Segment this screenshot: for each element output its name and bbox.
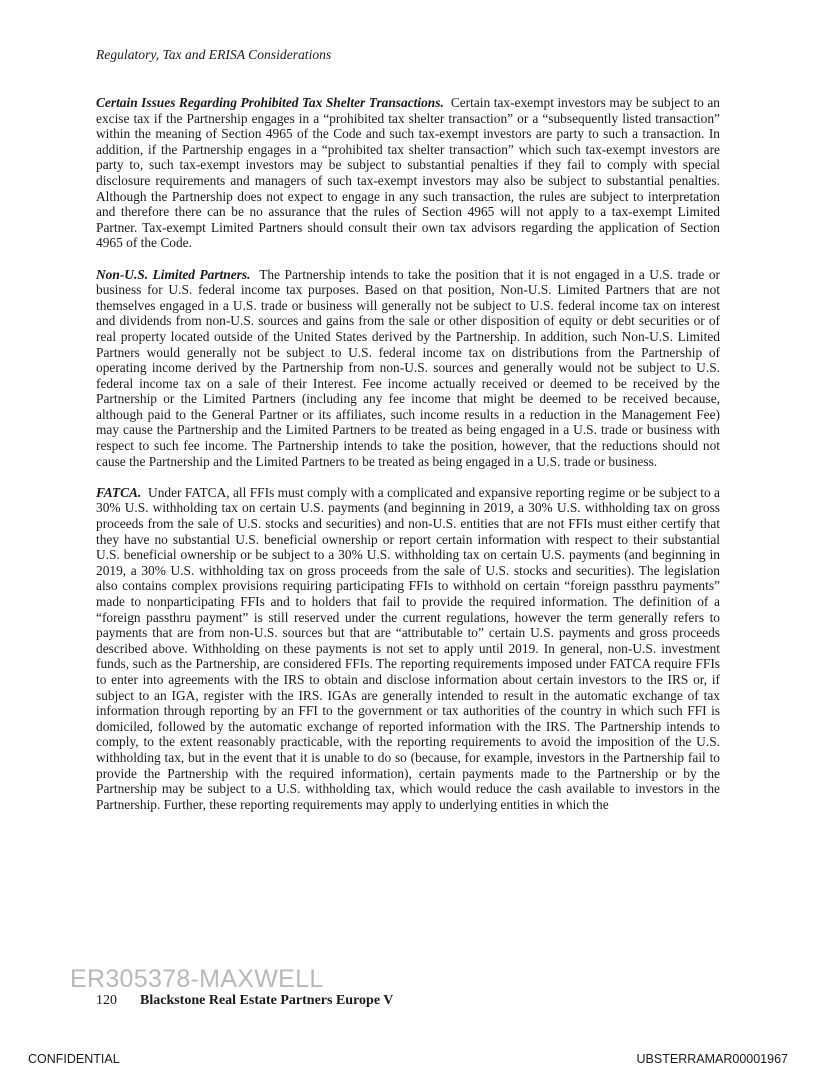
paragraph-text: Certain tax-exempt investors may be subject to an excise tax if the Partnership engages in a “prohibited tax shelter transaction” or a “subsequently listed transaction” within the meaning of Section 4965 of the Code and such tax-exempt investors are party to such a transaction. In addition, if the Partnership engages in a “prohibited tax shelter transaction” which such tax-exempt investors are party to, such tax-exempt investors may be subject to substantial penalties if they fail to comply with special disclosure requirements and managers of such tax-exempt investors may also be subject to substantial penalties. Although the Partnership does not expect to engage in any such transaction, the rules are subject to interpretation and therefore there can be no assurance that the rules of Section 4965 will not apply to a tax-exempt Limited Partner. Tax-exempt Limited Partners should consult their own tax advisors regarding the application of Section 4965 of the Code.	[96, 95, 721, 251]
bates-number: UBSTERRAMAR00001967	[636, 1052, 788, 1066]
document-title: Blackstone Real Estate Partners Europe V	[140, 993, 394, 1008]
paragraph-text: Under FATCA, all FFIs must comply with a complicated and expansive reporting regime or be subject to a 30% U.S. withholding tax on certain U.S. payments (and beginning in 2019, a 30% U.S. withholding tax on gross proceeds from the sale of U.S. stocks and securities) and non-U.S. entities that are not FFIs must either certify that they have no substantial U.S. beneficial ownership or report certain information with respect to their substantial U.S. beneficial ownership or be subject to a 30% U.S. withholding tax on certain U.S. payments (and beginning in 2019, a 30% U.S. withholding tax on gross proceeds from the sale of U.S. stocks and securities). The legislation also contains complex provisions requiring participating FFIs to withhold on certain “foreign passthru payments” made to nonparticipating FFIs and to holders that fail to provide the required information. The definition of a “foreign passthru payment” is still reserved under the current regulations, however the term generally refers to payments that are from non-U.S. sources but that are “attributable to” certain U.S. payments and gross proceeds described above. Withholding on these payments is not set to apply until 2019. In general, non-U.S. investment funds, such as the Partnership, are considered FFIs. The reporting requirements imposed under FATCA require FFIs to enter into agreements with the IRS to obtain and disclose information about certain investors to the IRS or, if subject to an IGA, register with the IRS. IGAs are generally intended to result in the automatic exchange of tax information through reporting by an FFI to the government or tax authorities of the country in which such FFI is domiciled, followed by the automatic exchange of reported information with the IRS. The Partnership intends to comply, to the extent reasonably practicable, with the reporting requirements to avoid the imposition of the U.S. withholding tax, but in the event that it is unable to do so (because, for example, investors in the Partnership fail to provide the Partnership with the required information), certain payments made to the Partnership or by the Partnership may be subject to a U.S. withholding tax, which would reduce the cash available to investors in the Partnership. Further, these reporting requirements may apply to underlying entities in which the	[96, 484, 720, 812]
watermark: ER305378-MAXWELL	[70, 965, 324, 993]
confidential-stamp: CONFIDENTIAL	[28, 1052, 120, 1066]
paragraph-heading: Non-U.S. Limited Partners.	[96, 266, 251, 282]
paragraph-prohibited-tax-shelter	[96, 95, 720, 251]
running-header: Regulatory, Tax and ERISA Considerations	[96, 47, 332, 62]
paragraph-fatca	[96, 485, 720, 812]
paragraph-heading: FATCA.	[96, 484, 142, 500]
page-footer	[96, 992, 393, 1010]
document-body	[96, 95, 720, 828]
page-number: 120	[96, 993, 117, 1008]
paragraph-heading: Certain Issues Regarding Prohibited Tax Shelter Transactions.	[96, 95, 444, 110]
paragraph-non-us-limited-partners	[96, 267, 720, 470]
paragraph-text: The Partnership intends to take the position that it is not engaged in a U.S. trade or business for U.S. federal income tax purposes. Based on that position, Non-U.S. Limited Partners that are not themselves engaged in a U.S. trade or business will generally not be subject to U.S. federal income tax on interest and dividends from non-U.S. sources and gains from the sale or other disposition of equity or debt securities or of real property located outside of the United States derived by the Partnership. In addition, such Non-U.S. Limited Partners would generally not be subject to U.S. federal income tax on distributions from the Partnership of operating income derived by the Partnership from non-U.S. sources and generally would not be subject to U.S. federal income tax on a sale of their Interest. Fee income actually received or deemed to be received by the Partnership or the Limited Partners (including any fee income that might be deemed to be received because, although paid to the General Partner or its affiliates, such income results in a reduction in the Management Fee) may cause the Partnership and the Limited Partners to be treated as being engaged in a U.S. trade or business with respect to such fee income. The Partnership intends to take the position, however, that the reductions should not cause the Partnership and the Limited Partners to be treated as being engaged in a U.S. trade or business.	[96, 266, 720, 469]
